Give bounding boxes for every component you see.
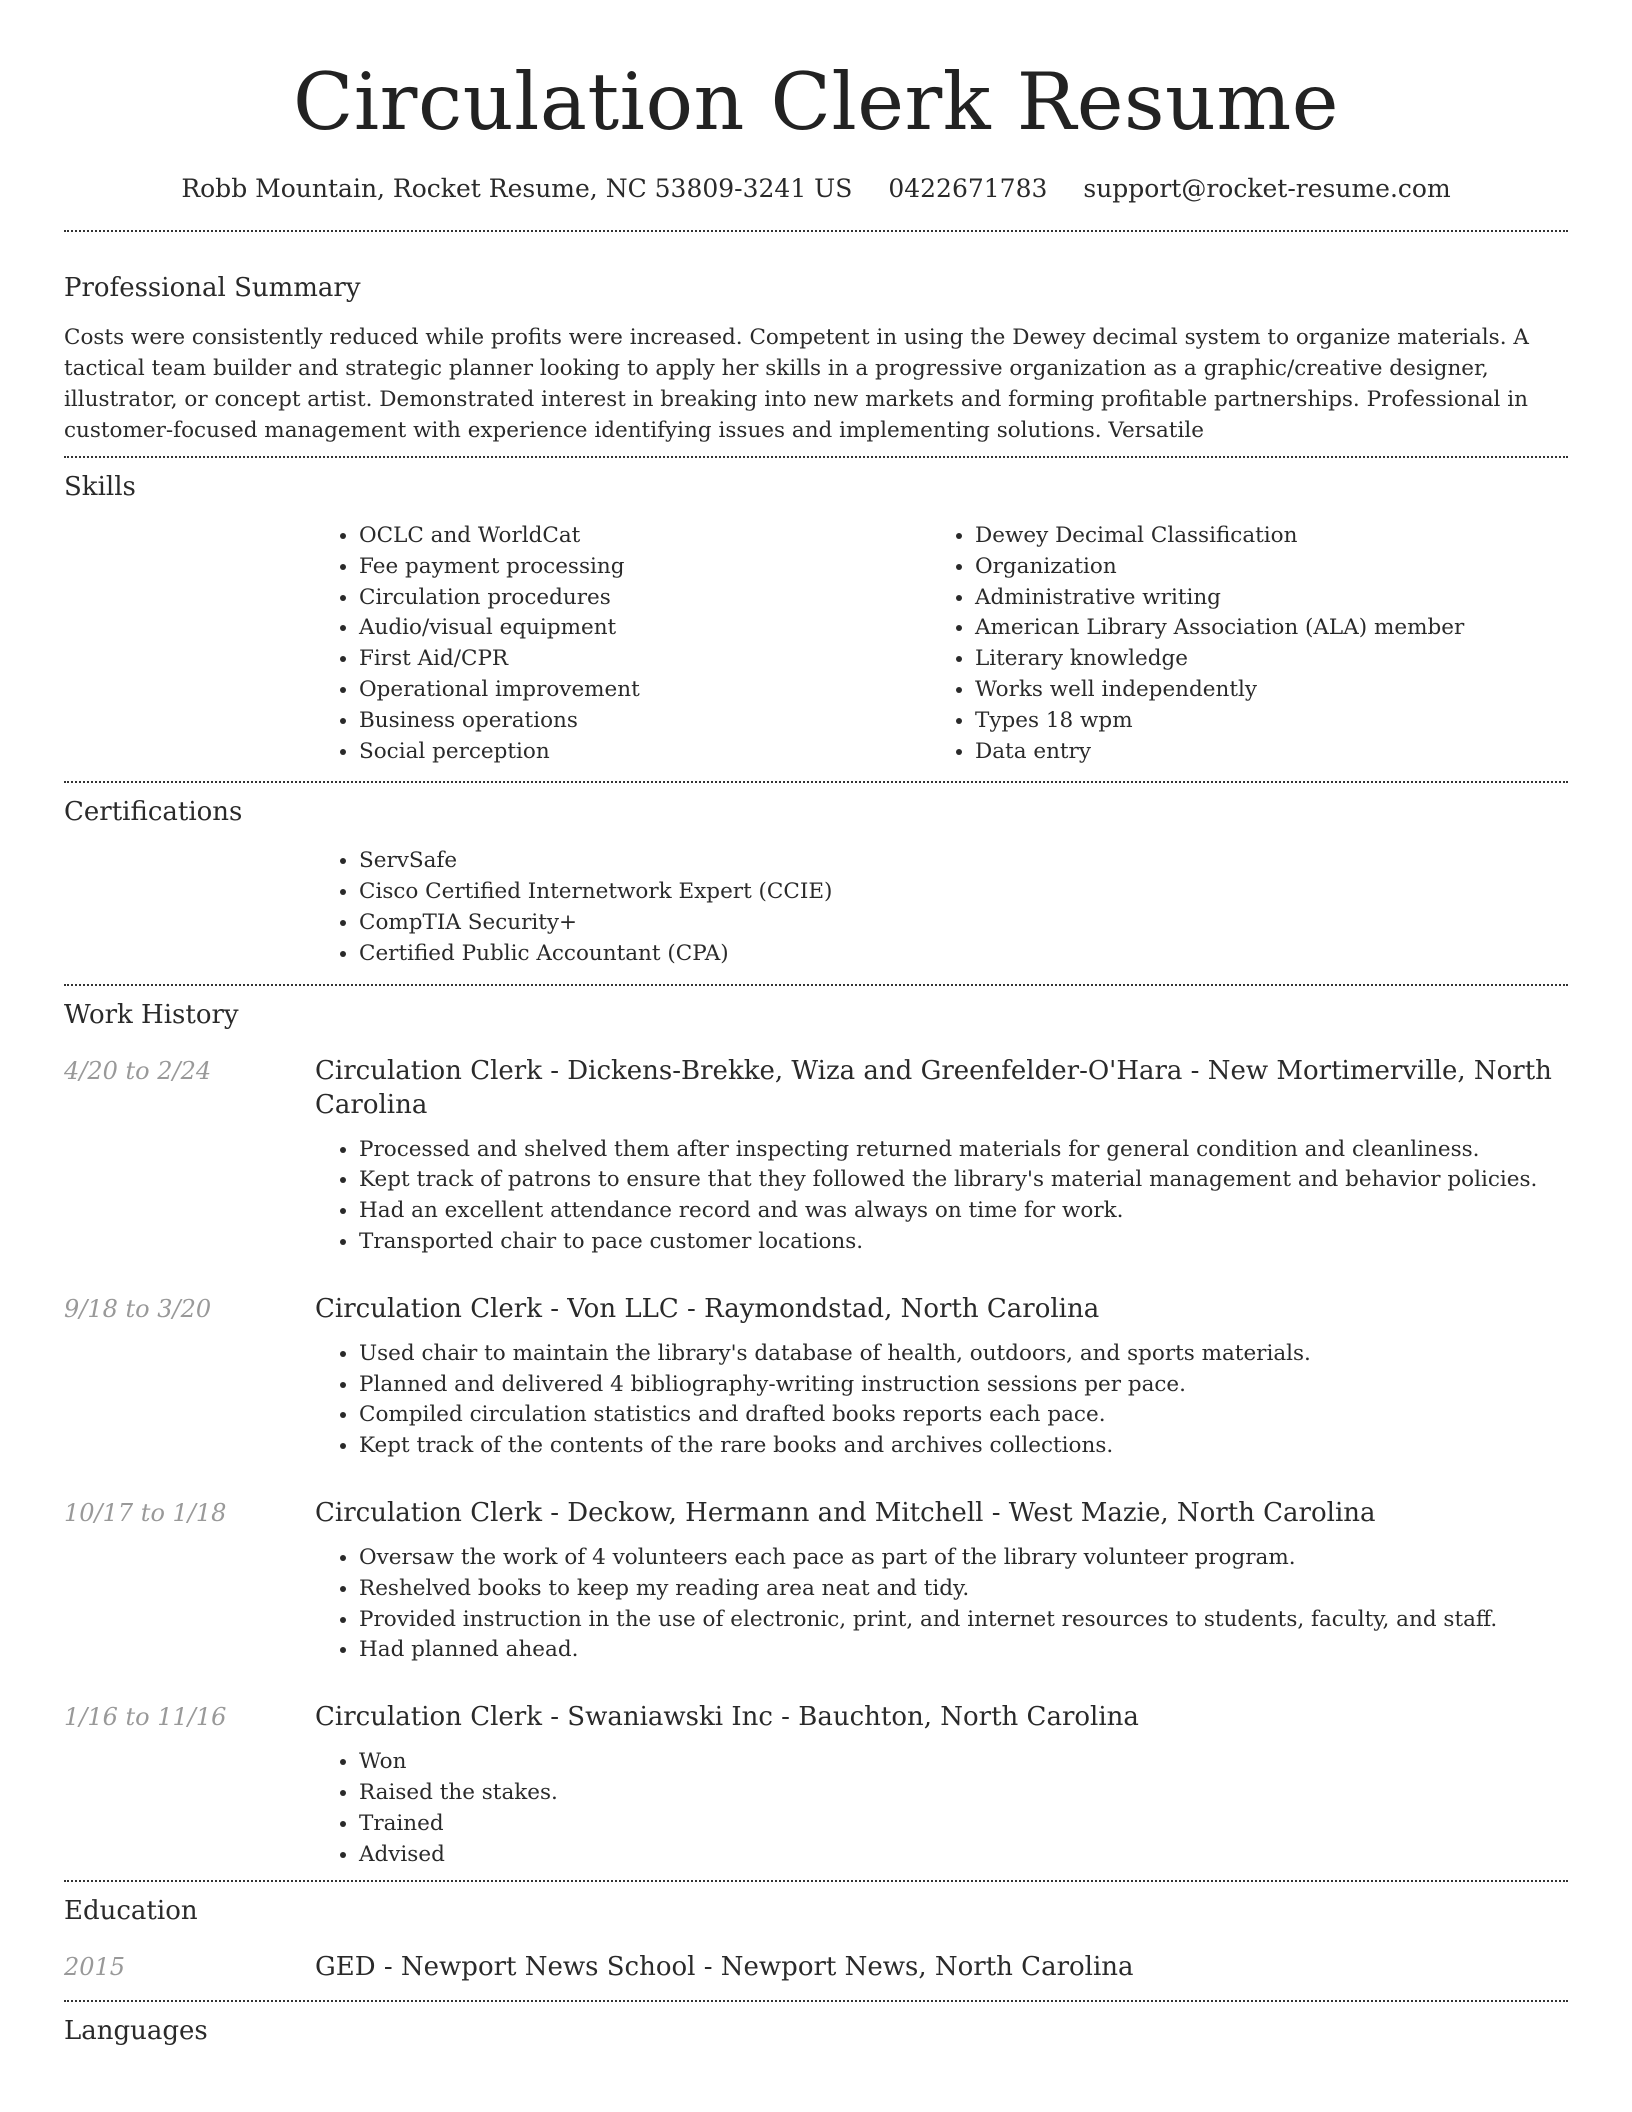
skill-item: • Dewey Decimal Classification <box>975 521 1547 552</box>
job-dates: 4/20 to 2/24 <box>64 1056 212 1085</box>
skill-item: • Data entry <box>975 737 1547 768</box>
education-heading: Education <box>64 1896 198 1927</box>
divider <box>64 781 1568 783</box>
skill-item: • OCLC and WorldCat <box>359 521 931 552</box>
certifications-heading: Certifications <box>64 797 243 828</box>
certification-item: • Certified Public Accountant (CPA) <box>359 939 1568 970</box>
divider <box>64 456 1568 458</box>
job-entry <box>64 1700 1568 1870</box>
job-title: Circulation Clerk - Deckow, Hermann and Mitchell - West Mazie, North Carolina <box>315 1497 1376 1528</box>
skill-item: • Administrative writing <box>975 583 1547 614</box>
skill-item: • Circulation procedures <box>359 583 931 614</box>
job-bullet: • Raised the stakes. <box>359 1778 1139 1809</box>
job-entry <box>64 1496 1568 1666</box>
divider <box>64 230 1568 232</box>
job-title: Circulation Clerk - Von LLC - Raymondstad, North Carolina <box>315 1293 1100 1324</box>
education-year: 2015 <box>64 1953 126 1982</box>
job-bullet: • Trained <box>359 1809 1139 1840</box>
skill-item: • Audio/visual equipment <box>359 613 931 644</box>
skills-list <box>315 521 1568 767</box>
summary-text: Costs were consistently reduced while profits were increased. Competent in using the Dewey decimal system to organize materials. A tactical team builder and strategic planner looking to apply her skills in a progressive organization as a graphic/creative designer, illustrator, or concept artist. Demonstrated interest in breaking into new markets and forming profitable partnerships. Professional in customer-focused management with experience identifying issues and implementing solutions. Versatile <box>64 325 1529 443</box>
job-details <box>315 1054 1568 1258</box>
skills-column-right <box>931 521 1547 767</box>
skill-item: • Fee payment processing <box>359 552 931 583</box>
job-details <box>315 1496 1497 1666</box>
contact-email[interactable]: support@rocket-resume.com <box>1083 174 1451 203</box>
job-entry <box>64 1054 1568 1258</box>
contact-line <box>64 172 1568 206</box>
job-details <box>315 1700 1139 1870</box>
job-bullet: • Oversaw the work of 4 volunteers each pace as part of the library volunteer program. <box>359 1543 1497 1574</box>
skill-item: • American Library Association (ALA) member <box>975 613 1547 644</box>
summary-heading: Professional Summary <box>64 273 361 303</box>
job-bullet: • Used chair to maintain the library's database of health, outdoors, and sports materials. <box>359 1339 1311 1370</box>
resume-title: Circulation Clerk Resume <box>292 56 1340 148</box>
job-bullet: • Transported chair to pace customer locations. <box>359 1227 1568 1258</box>
skill-item: • Types 18 wpm <box>975 706 1547 737</box>
skill-item: • Business operations <box>359 706 931 737</box>
skill-item: • Social perception <box>359 737 931 768</box>
job-bullet: • Compiled circulation statistics and drafted books reports each pace. <box>359 1400 1311 1431</box>
skills-column-left <box>315 521 931 767</box>
contact-address: Robb Mountain, Rocket Resume, NC 53809-3241 US <box>181 174 853 203</box>
job-title: Circulation Clerk - Dickens-Brekke, Wiza and Greenfelder-O'Hara - New Mortimerville, North Carolina <box>315 1055 1552 1120</box>
job-bullet: • Kept track of patrons to ensure that they followed the library's material management and behavior policies. <box>359 1165 1568 1196</box>
certification-item: • CompTIA Security+ <box>359 908 1568 939</box>
job-dates: 1/16 to 11/16 <box>64 1703 227 1732</box>
job-dates: 10/17 to 1/18 <box>64 1498 227 1527</box>
job-bullet: • Planned and delivered 4 bibliography-writing instruction sessions per pace. <box>359 1370 1311 1401</box>
job-bullet: • Kept track of the contents of the rare books and archives collections. <box>359 1431 1311 1462</box>
job-entry <box>64 1292 1568 1462</box>
job-bullet: • Processed and shelved them after inspecting returned materials for general condition and cleanliness. <box>359 1135 1568 1166</box>
job-details <box>315 1292 1311 1462</box>
certifications-list <box>315 846 1568 969</box>
education-detail: GED - Newport News School - Newport News, North Carolina <box>315 1952 1134 1983</box>
divider <box>64 2000 1568 2002</box>
job-bullet: • Reshelved books to keep my reading area neat and tidy. <box>359 1574 1497 1605</box>
job-dates: 9/18 to 3/20 <box>64 1294 212 1323</box>
work-history-heading: Work History <box>64 999 239 1030</box>
job-bullet: • Won <box>359 1747 1139 1778</box>
skill-item: • Works well independently <box>975 675 1547 706</box>
job-title: Circulation Clerk - Swaniawski Inc - Bauchton, North Carolina <box>315 1702 1139 1733</box>
education-entry <box>64 1950 1568 1984</box>
languages-heading: Languages <box>64 2016 208 2047</box>
skills-heading: Skills <box>64 472 136 502</box>
skill-item: • Literary knowledge <box>975 644 1547 675</box>
job-bullet: • Had planned ahead. <box>359 1635 1497 1666</box>
skill-item: • Operational improvement <box>359 675 931 706</box>
skill-item: • First Aid/CPR <box>359 644 931 675</box>
divider <box>64 984 1568 986</box>
skill-item: • Organization <box>975 552 1547 583</box>
job-bullet: • Had an excellent attendance record and was always on time for work. <box>359 1196 1568 1227</box>
contact-phone: 0422671783 <box>888 174 1048 203</box>
job-bullet: • Provided instruction in the use of electronic, print, and internet resources to students, faculty, and staff. <box>359 1605 1497 1636</box>
divider <box>64 1880 1568 1882</box>
certification-item: • ServSafe <box>359 846 1568 877</box>
job-bullet: • Advised <box>359 1840 1139 1871</box>
certification-item: • Cisco Certified Internetwork Expert (CCIE) <box>359 877 1568 908</box>
